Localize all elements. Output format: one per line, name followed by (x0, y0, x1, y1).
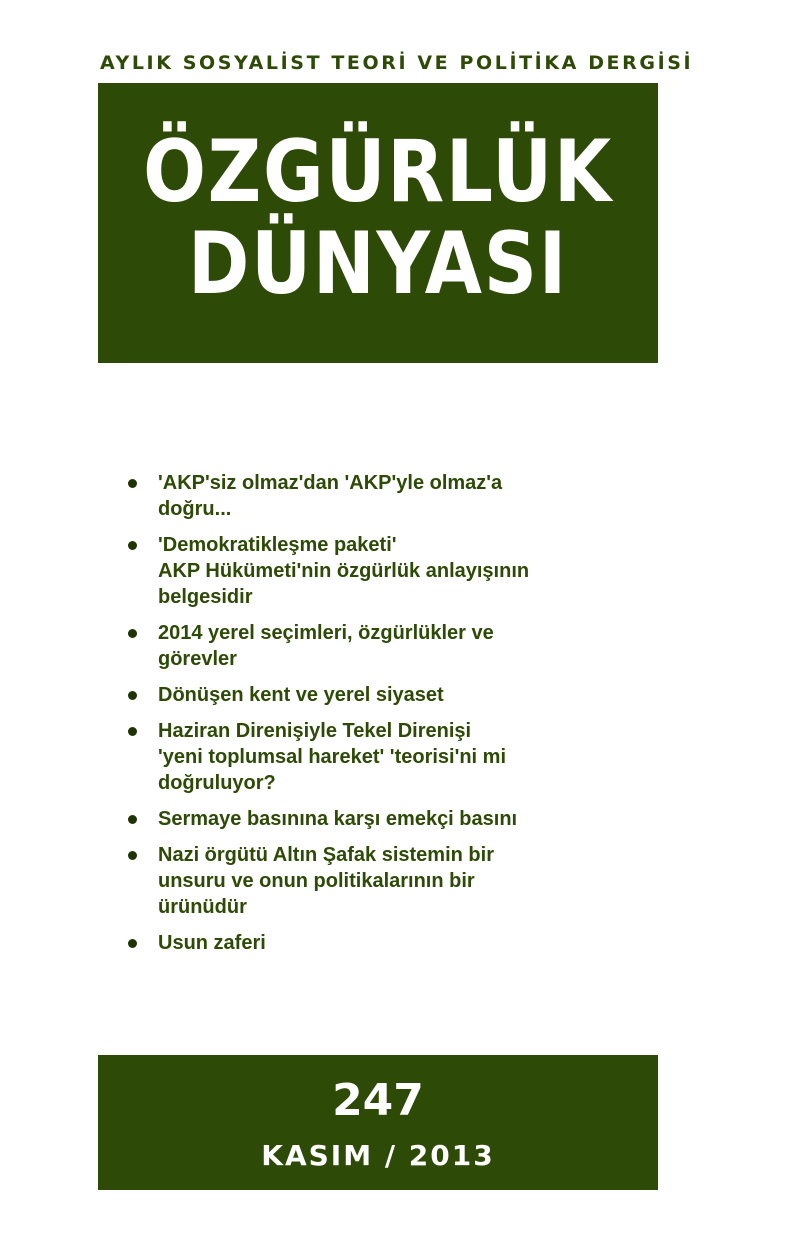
toc-item-text: Dönüşen kent ve yerel siyaset (158, 684, 444, 706)
toc-item (128, 470, 648, 522)
bullet-icon (128, 629, 137, 638)
toc-item (128, 842, 648, 920)
bullet-icon (128, 691, 137, 700)
table-of-contents (128, 470, 648, 966)
bullet-icon (128, 939, 137, 948)
toc-item-text: Nazi örgütü Altın Şafak sistemin bir unsuru ve onun politikalarının bir ürünüdür (158, 844, 494, 918)
magazine-title-line-2: DÜNYASI (188, 214, 568, 314)
magazine-subtitle: AYLIK SOSYALİST TEORİ VE POLİTİKA DERGİSİ (100, 52, 694, 74)
toc-item (128, 806, 648, 832)
toc-item-text: Usun zaferi (158, 932, 266, 954)
toc-item-text: 'Demokratikleşme paketi' AKP Hükümeti'nin özgürlük anlayışının belgesidir (158, 534, 530, 608)
bullet-icon (128, 851, 137, 860)
magazine-title-line-1: ÖZGÜRLÜK (143, 122, 613, 222)
toc-item (128, 620, 648, 672)
issue-number: 247 (332, 1075, 424, 1126)
issue-date: KASIM / 2013 (261, 1139, 495, 1172)
bullet-icon (128, 727, 137, 736)
toc-item (128, 930, 648, 956)
toc-item-text: Sermaye basınına karşı emekçi basını (158, 808, 518, 830)
bullet-icon (128, 479, 137, 488)
toc-item-text: Haziran Direnişiyle Tekel Direnişi 'yeni toplumsal hareket' 'teorisi'ni mi doğruluyor? (158, 720, 507, 794)
bullet-icon (128, 541, 137, 550)
issue-block (98, 1055, 658, 1190)
title-block (98, 83, 658, 363)
toc-item (128, 532, 648, 610)
bullet-icon (128, 815, 137, 824)
toc-item-text: 'AKP'siz olmaz'dan 'AKP'yle olmaz'a doğru... (158, 472, 503, 520)
toc-item-text: 2014 yerel seçimleri, özgürlükler ve görevler (158, 622, 494, 670)
toc-item (128, 682, 648, 708)
toc-item (128, 718, 648, 796)
